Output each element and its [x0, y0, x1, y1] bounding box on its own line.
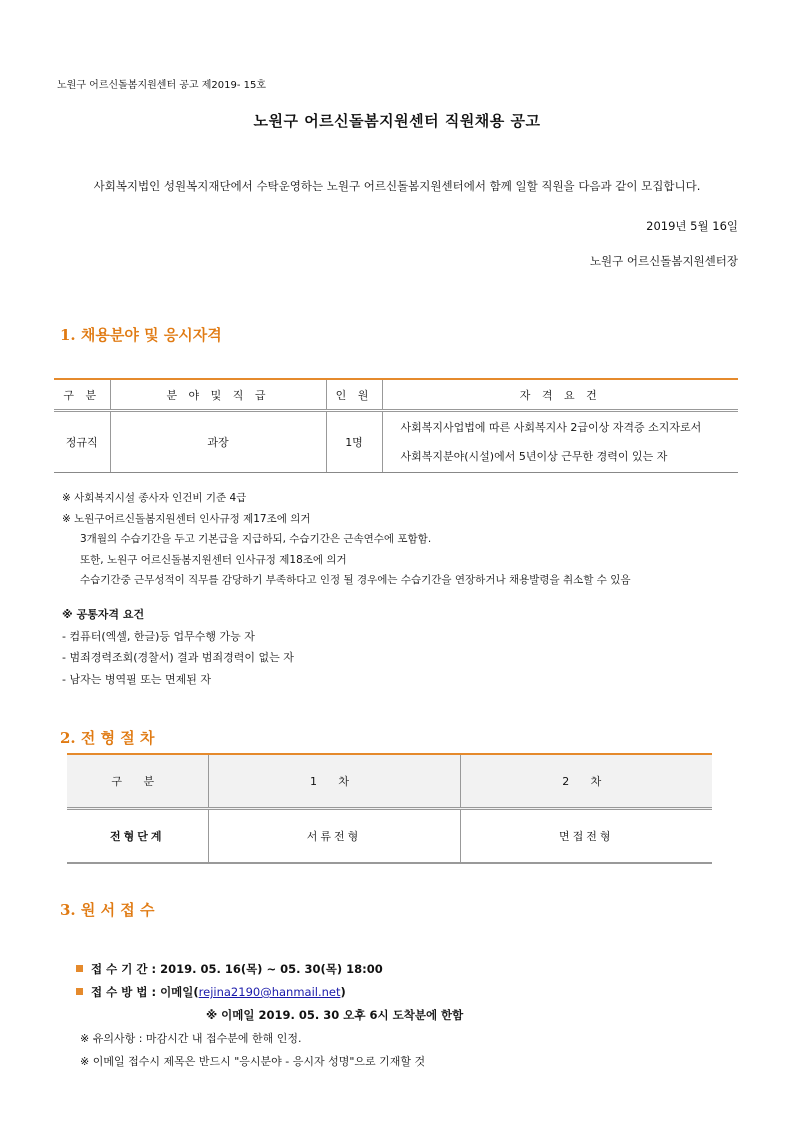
list-item: - 범죄경력조회(경찰서) 결과 범죄경력이 없는 자: [62, 651, 294, 664]
period-line: [76, 958, 463, 981]
requirement-line: 사회복지분야(시설)에서 5년이상 근무한 경력이 있는 자: [400, 450, 668, 463]
header-cell: 자 격 요 건: [382, 379, 738, 411]
headcount-cell: 1명: [326, 411, 382, 473]
method-suffix: ): [340, 985, 346, 999]
email-link[interactable]: rejina2190@hanmail.net: [198, 985, 341, 999]
bullet-icon: [76, 988, 83, 995]
table-header-row: [67, 754, 712, 809]
document-title: 노원구 어르신돌봄지원센터 직원채용 공고: [253, 112, 541, 130]
note-line: ※ 노원구어르신돌봄지원센터 인사규정 제17조에 의거: [62, 512, 311, 525]
note-line: 수습기간중 근무성적이 직무를 감당하기 부족하다고 인정 될 경우에는 수습기간을 연장하거나 채용발령을 취소할 수 있음: [80, 574, 631, 586]
stage-cell: 면접전형: [460, 809, 712, 864]
section-heading-recruitment: 1. 채용분야 및 응시자격: [60, 326, 222, 344]
method-line: [76, 981, 463, 1004]
common-requirements: [62, 604, 294, 690]
position-cell: 과장: [110, 411, 326, 473]
period-value: 2019. 05. 16(목) ∼ 05. 30(목) 18:00: [160, 962, 383, 976]
period-label: 접 수 기 간 :: [91, 962, 161, 976]
header-cell: 분 야 및 직 급: [110, 379, 326, 411]
caution-line: ※ 유의사항 : 마감시간 내 접수분에 한해 인정.: [80, 1032, 302, 1045]
table-row: [67, 809, 712, 864]
table-header-row: [54, 379, 738, 411]
stage-label-cell: 전형단계: [67, 809, 208, 864]
requirement-line: 사회복지사업법에 따른 사회복지사 2급이상 자격증 소지자로서: [400, 421, 702, 434]
list-item: - 남자는 병역필 또는 면제된 자: [62, 672, 211, 686]
note-line: 3개월의 수습기간을 두고 기본급을 지급하되, 수습기간은 근속연수에 포함함.: [80, 533, 432, 545]
recruitment-table: [54, 378, 738, 473]
employment-type-cell: 정규직: [54, 411, 110, 473]
common-requirements-heading: ※ 공통자격 요건: [62, 608, 145, 621]
header-cell: 구 분: [54, 379, 110, 411]
notice-number: 노원구 어르신돌봄지원센터 공고 제2019- 15호: [57, 80, 267, 91]
requirements-cell: [382, 411, 738, 473]
header-cell: 구 분: [67, 754, 208, 809]
notes-block: [62, 488, 631, 591]
caution-line: ※ 이메일 접수시 제목은 반드시 "응시분야 - 응시자 성명"으로 기재할 것: [80, 1055, 426, 1068]
section-heading-process: 2. 전 형 절 차: [60, 729, 155, 747]
header-cell: 2 차: [460, 754, 712, 809]
notice-date: 2019년 5월 16일: [646, 219, 738, 233]
method-prefix: 이메일(: [160, 985, 199, 999]
header-cell: 인 원: [326, 379, 382, 411]
header-cell: 1 차: [208, 754, 460, 809]
table-row: [54, 411, 738, 473]
note-line: ※ 사회복지시설 종사자 인건비 기준 4급: [62, 492, 247, 504]
bullet-icon: [76, 965, 83, 972]
application-block: [76, 958, 463, 1073]
list-item: - 컴퓨터(엑셀, 한글)등 업무수행 가능 자: [62, 629, 255, 643]
signer: 노원구 어르신돌봄지원센터장: [589, 254, 738, 268]
deadline-line: ※ 이메일 2019. 05. 30 오후 6시 도착분에 한함: [206, 1008, 464, 1022]
stage-cell: 서류전형: [208, 809, 460, 864]
intro-paragraph: 사회복지법인 성원복지재단에서 수탁운영하는 노원구 어르신돌봄지원센터에서 함께 일할 직원을 다음과 같이 모집합니다.: [93, 179, 701, 193]
note-line: 또한, 노원구 어르신돌봄지원센터 인사규정 제18조에 의거: [80, 553, 347, 566]
method-label: 접 수 방 법 :: [91, 985, 161, 999]
section-heading-application: 3. 원 서 접 수: [60, 901, 155, 919]
process-table: [67, 753, 712, 864]
